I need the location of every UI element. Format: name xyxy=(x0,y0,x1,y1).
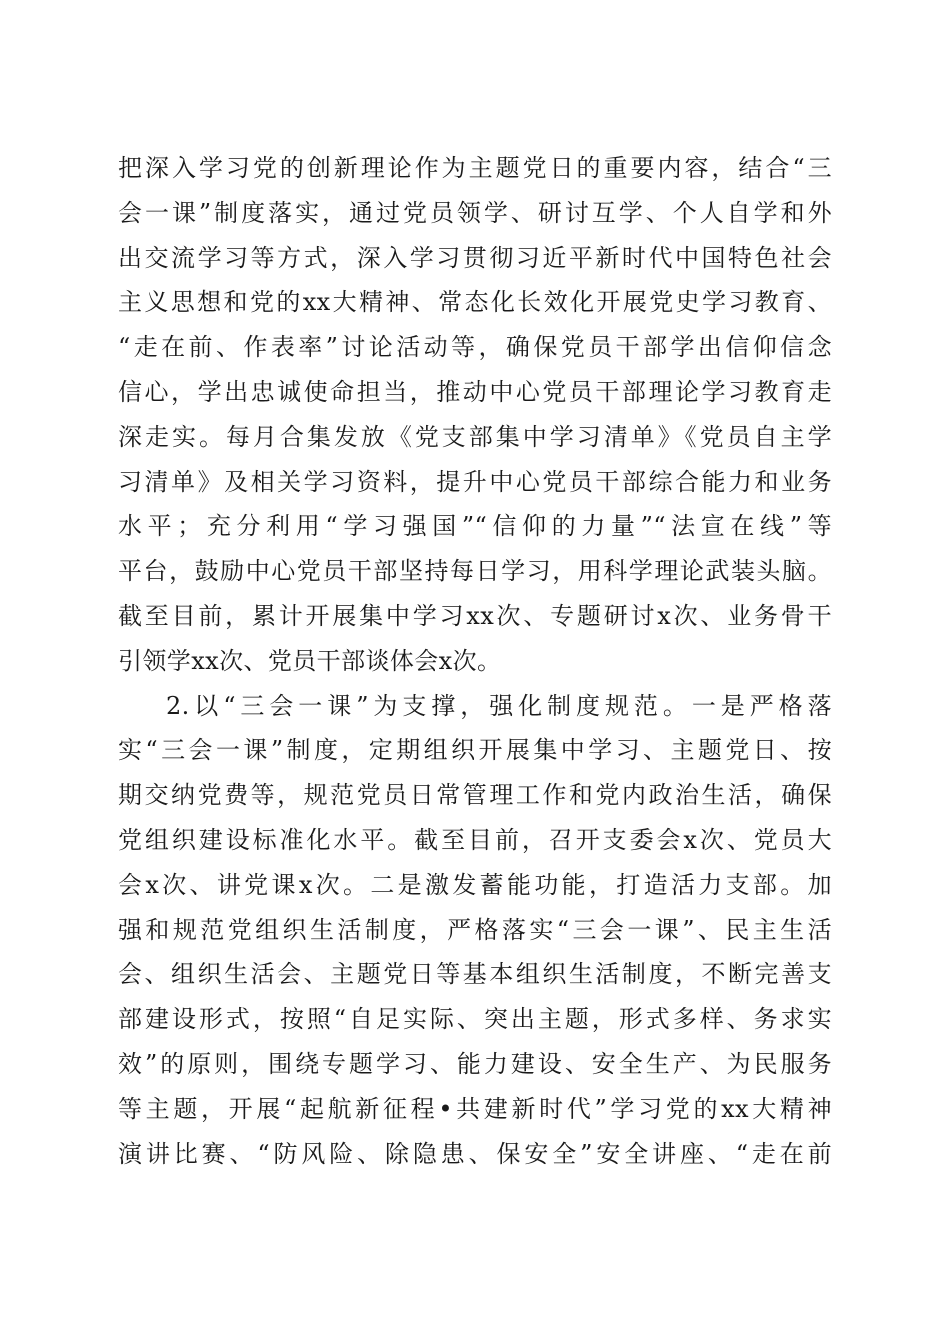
text-line: 党组织建设标准化水平。截至目前，召开支委会x次、党员大 xyxy=(118,825,832,854)
body-text xyxy=(118,146,832,1176)
text-line: 出交流学习等方式，深入学习贯彻习近平新时代中国特色社会 xyxy=(118,243,832,272)
text-line: 主义思想和党的xx大精神、常态化长效化开展党史学习教育、 xyxy=(118,288,832,317)
text-line: 强和规范党组织生活制度，严格落实“三会一课”、民主生活 xyxy=(118,915,832,944)
text-line: 把深入学习党的创新理论作为主题党日的重要内容，结合“三 xyxy=(118,154,832,182)
text-line: 信心，学出忠诚使命担当，推动中心党员干部理论学习教育走 xyxy=(118,377,832,406)
paragraph xyxy=(118,146,832,684)
text-line: 平台，鼓励中心党员干部坚持每日学习，用科学理论武装头脑。 xyxy=(118,557,832,586)
text-line: 效”的原则，围绕专题学习、能力建设、安全生产、为民服务 xyxy=(118,1049,832,1078)
text-line: 会、组织生活会、主题党日等基本组织生活制度，不断完善支 xyxy=(118,960,832,989)
text-line: 期交纳党费等，规范党员日常管理工作和党内政治生活，确保 xyxy=(118,781,832,810)
text-line: 部建设形式，按照“自足实际、突出主题，形式多样、务求实 xyxy=(118,1005,832,1034)
text-line: 会x次、讲党课x次。二是激发蓄能功能，打造活力支部。加 xyxy=(118,870,832,899)
text-line: 习清单》及相关学习资料，提升中心党员干部综合能力和业务 xyxy=(118,467,832,496)
text-line: 截至目前，累计开展集中学习xx次、专题研讨x次、业务骨干 xyxy=(118,601,832,630)
text-line: 等主题，开展“起航新征程•共建新时代”学习党的xx大精神 xyxy=(118,1094,832,1123)
text-line: 引领学xx次、党员干部谈体会x次。 xyxy=(118,646,502,675)
text-line: 深走实。每月合集发放《党支部集中学习清单》《党员自主学 xyxy=(118,422,832,451)
text-line: 水平；充分利用“学习强国”“信仰的力量”“法宣在线”等 xyxy=(118,512,832,541)
text-line: 2.以“三会一课”为支撑，强化制度规范。一是严格落 xyxy=(166,691,832,720)
text-line: 演讲比赛、“防风险、除隐患、保安全”安全讲座、“走在前 xyxy=(118,1139,832,1168)
text-line: “走在前、作表率”讨论活动等，确保党员干部学出信仰信念 xyxy=(118,333,832,362)
text-line: 会一课”制度落实，通过党员领学、研讨互学、个人自学和外 xyxy=(118,198,832,227)
text-line: 实“三会一课”制度，定期组织开展集中学习、主题党日、按 xyxy=(118,736,832,765)
paragraph xyxy=(118,684,832,1177)
